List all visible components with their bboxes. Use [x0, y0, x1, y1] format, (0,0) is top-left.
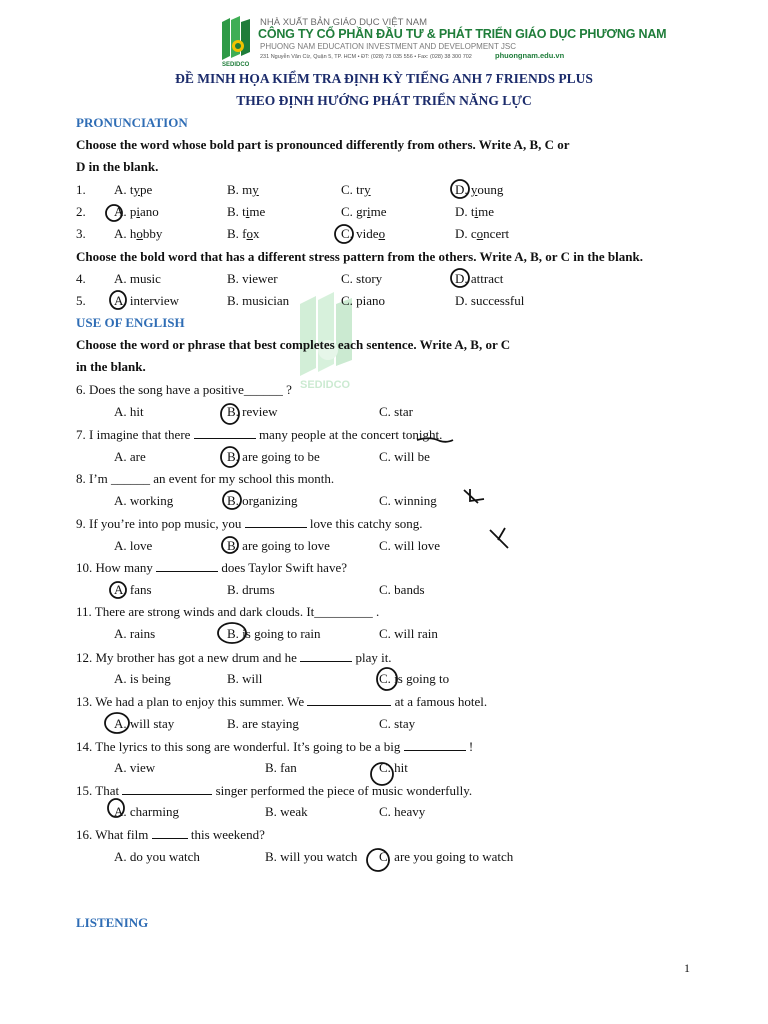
- answer-circle-q2: [106, 205, 122, 221]
- document-title: ĐỀ MINH HỌA KIỂM TRA ĐỊNH KỲ TIẾNG ANH 7 FRIENDS PLUS: [175, 71, 593, 86]
- option-a[interactable]: A. type: [114, 182, 153, 197]
- question-number: 4.: [76, 271, 86, 286]
- answer-circle-q11: [218, 623, 246, 643]
- brand-label: SEDIDCO: [222, 62, 250, 68]
- q11-option-a[interactable]: A. rains: [114, 626, 156, 641]
- answer-circle-q15: [108, 799, 124, 817]
- option-b[interactable]: B. fox: [227, 226, 260, 241]
- q6-option-a[interactable]: A. hit: [114, 404, 144, 419]
- q10-option-a[interactable]: A. fans: [114, 582, 152, 597]
- question-15-stem: 15. That singer performed the piece of music wonderfully.: [76, 783, 473, 798]
- answer-circle-q7: [221, 447, 239, 467]
- q15-option-b[interactable]: B. weak: [265, 804, 308, 819]
- q11-option-b[interactable]: B. is going to rain: [227, 626, 321, 641]
- question-7-stem: 7. I imagine that there many people at the concert tonight.: [76, 427, 443, 442]
- q9-option-b[interactable]: B. are going to love: [227, 538, 330, 553]
- q11-option-c[interactable]: C. will rain: [379, 626, 438, 641]
- company-website[interactable]: phuongnam.edu.vn: [495, 51, 565, 60]
- question-13-stem: 13. We had a plan to enjoy this summer. We at a famous hotel.: [76, 694, 488, 709]
- q12-option-c[interactable]: C. is going to: [379, 671, 450, 686]
- option-b[interactable]: B. time: [227, 204, 266, 219]
- company-english-name: PHUONG NAM EDUCATION INVESTMENT AND DEVELOPMENT JSC: [260, 42, 517, 51]
- option-c[interactable]: C. video: [341, 226, 386, 241]
- instruction-pronunciation-line1: Choose the word whose bold part is pronounced differently from others. Write A, B, C or: [76, 137, 570, 152]
- q13-option-c[interactable]: C. stay: [379, 716, 416, 731]
- option-c[interactable]: C. try: [341, 182, 371, 197]
- question-12-stem: 12. My brother has got a new drum and he play it.: [76, 650, 392, 665]
- page-number: 1: [684, 961, 690, 975]
- option-a[interactable]: A. hobby: [114, 226, 163, 241]
- option-a[interactable]: A. interview: [114, 293, 179, 308]
- question-9-stem: 9. If you’re into pop music, you love this catchy song.: [76, 516, 423, 531]
- section-listening: LISTENING: [76, 915, 149, 930]
- option-a[interactable]: A. piano: [114, 204, 159, 219]
- answer-circle-q16: [367, 849, 389, 871]
- option-d[interactable]: D. attract: [455, 271, 504, 286]
- company-name: CÔNG TY CỔ PHẦN ĐẦU TƯ & PHÁT TRIỂN GIÁO DỤC PHƯƠNG NAM: [258, 27, 667, 41]
- q7-option-a[interactable]: A. are: [114, 449, 146, 464]
- option-c[interactable]: C. story: [341, 271, 383, 286]
- q15-option-a[interactable]: A. charming: [114, 804, 179, 819]
- section-use-of-english: USE OF ENGLISH: [76, 315, 185, 330]
- question-number: 2.: [76, 204, 86, 219]
- q10-option-b[interactable]: B. drums: [227, 582, 275, 597]
- question-number: 3.: [76, 226, 86, 241]
- section-pronunciation: PRONUNCIATION: [76, 115, 188, 130]
- q10-option-c[interactable]: C. bands: [379, 582, 425, 597]
- company-address: 231 Nguyễn Văn Cừ, Quận 5, TP. HCM • ĐT: (028) 73 035 556 • Fax: (028) 38 300 702: [260, 54, 472, 60]
- answer-circle-q3: [335, 225, 353, 243]
- q6-option-c[interactable]: C. star: [379, 404, 413, 419]
- answer-circle-q10: [110, 582, 126, 598]
- q15-option-c[interactable]: C. heavy: [379, 804, 426, 819]
- option-b[interactable]: B. viewer: [227, 271, 278, 286]
- q16-option-a[interactable]: A. do you watch: [114, 849, 200, 864]
- question-10-stem: 10. How many does Taylor Swift have?: [76, 560, 347, 575]
- q16-option-b[interactable]: B. will you watch: [265, 849, 358, 864]
- answer-circle-q13: [105, 713, 129, 733]
- q12-option-a[interactable]: A. is being: [114, 671, 171, 686]
- q12-option-b[interactable]: B. will: [227, 671, 263, 686]
- option-b[interactable]: B. my: [227, 182, 259, 197]
- q14-option-b[interactable]: B. fan: [265, 760, 297, 775]
- cross-mark-q8: [464, 489, 484, 503]
- document-subtitle: THEO ĐỊNH HƯỚNG PHÁT TRIỂN NĂNG LỰC: [236, 93, 532, 108]
- q8-option-c[interactable]: C. winning: [379, 493, 437, 508]
- question-6-stem: 6. Does the song have a positive______ ?: [76, 382, 292, 397]
- question-16-stem: 16. What film this weekend?: [76, 827, 265, 842]
- q7-option-c[interactable]: C. will be: [379, 449, 430, 464]
- option-c[interactable]: C. piano: [341, 293, 386, 308]
- answer-circle-q12: [377, 668, 397, 690]
- q7-option-b[interactable]: B. are going to be: [227, 449, 320, 464]
- question-number: 5.: [76, 293, 86, 308]
- q13-option-a[interactable]: A. will stay: [114, 716, 175, 731]
- question-11-stem: 11. There are strong winds and dark clouds. It_________ .: [76, 604, 380, 619]
- answer-circle-q9: [222, 537, 238, 553]
- answer-circle-q6: [221, 404, 239, 424]
- instruction-use-line2: in the blank.: [76, 359, 146, 374]
- instruction-pronunciation-line2: D in the blank.: [76, 159, 159, 174]
- answer-circle-q1: [451, 180, 469, 198]
- q14-option-c[interactable]: C. hit: [379, 760, 408, 775]
- q6-option-b[interactable]: B. review: [227, 404, 278, 419]
- question-number: 1.: [76, 182, 86, 197]
- answer-circle-q14: [371, 763, 393, 785]
- q16-option-c[interactable]: C. are you going to watch: [379, 849, 514, 864]
- option-d[interactable]: D. concert: [455, 226, 510, 241]
- watermark-text: SEDIDCO: [300, 379, 351, 390]
- question-8-stem: 8. I’m ______ an event for my school this month.: [76, 471, 335, 486]
- option-d[interactable]: D. time: [455, 204, 495, 219]
- answer-circle-q5: [110, 291, 126, 309]
- question-14-stem: 14. The lyrics to this song are wonderful. It’s going to be a big !: [76, 739, 474, 754]
- q9-option-c[interactable]: C. will love: [379, 538, 441, 553]
- q8-option-a[interactable]: A. working: [114, 493, 174, 508]
- q13-option-b[interactable]: B. are staying: [227, 716, 299, 731]
- publisher-name: NHÀ XUẤT BẢN GIÁO DỤC VIỆT NAM: [260, 17, 427, 28]
- instruction-use-line1: Choose the word or phrase that best completes each sentence. Write A, B, or C: [76, 337, 511, 352]
- q14-option-a[interactable]: A. view: [114, 760, 156, 775]
- instruction-stress: Choose the bold word that has a different stress pattern from the others. Write A, B, or C in the blank.: [76, 249, 643, 264]
- q9-option-a[interactable]: A. love: [114, 538, 153, 553]
- option-c[interactable]: C. grime: [341, 204, 387, 219]
- option-d[interactable]: D. successful: [455, 293, 525, 308]
- answer-circle-q4: [451, 269, 469, 287]
- q8-option-b[interactable]: B. organizing: [227, 493, 298, 508]
- option-d[interactable]: D. young: [455, 182, 504, 197]
- option-b[interactable]: B. musician: [227, 293, 290, 308]
- cross-mark-q9: [490, 528, 508, 548]
- option-a[interactable]: A. music: [114, 271, 161, 286]
- answer-circle-q8: [223, 491, 241, 509]
- underline-mark-tonight: [417, 438, 453, 442]
